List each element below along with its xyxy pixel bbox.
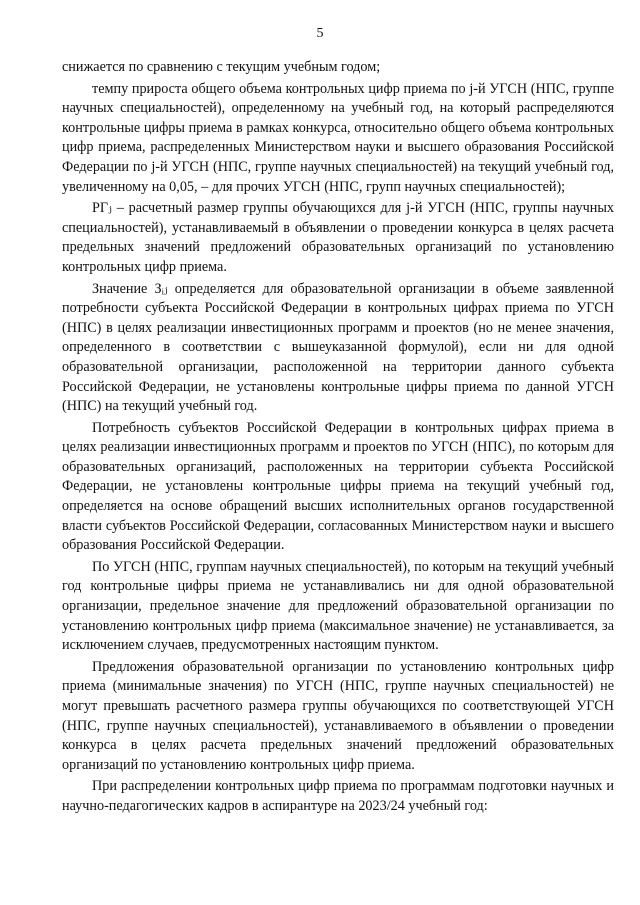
paragraph-growth-rate: темпу прироста общего объема контрольных цифр приема по j-й УГСН (НПС, группе научных специальностей), определенному на учебный год, на который распределяются контрольные цифры приема в рамках конкурса, относительно общего объема контрольных цифр приема, распределенных Министерством науки и высшего образования Российской Федерации по j-й УГСН (НПС, группе научных специальностей) на текущий учебный год, увеличенному на 0,05, – для прочих УГСН (НПС, групп научных специальностей); [62,80,614,195]
document-body [62,58,614,817]
paragraph-no-limit: По УГСН (НПС, группам научных специальностей), по которым на текущий учебный год контрольные цифры приема не устанавливались ни для одной образовательной организации, предельное значение для предложений образовательной организации по установлению контрольных цифр приема (максимальное значение) не устанавливается, за исключением случаев, предусмотренных настоящим пунктом. [62,558,614,654]
paragraph-continuation: снижается по сравнению с текущим учебным годом; [62,59,381,75]
page-number: 5 [316,26,324,41]
paragraph-group-size: РГⱼ – расчетный размер группы обучающихся для j-й УГСН (НПС, группы научных специальностей), устанавливаемый в объявлении о проведении конкурса в целях расчета предельных значений предложений образовательных организаций по установлению контрольных цифр приема. [62,200,614,275]
paragraph-minimum-values: Предложения образовательной организации по установлению контрольных цифр приема (минимальные значения) по УГСН (НПС, группе научных специальностей) не могут превышать расчетного размера группы обучающихся по соответствующей УГСН (НПС, группе научных специальностей), устанавливаемого в объявлении о проведении конкурса в целях расчета предельных значений предложений образовательных организаций по установлению контрольных цифр приема. [62,658,614,773]
paragraph-z-value: Значение Зᵢⱼ определяется для образовательной организации в объеме заявленной потребности субъекта Российской Федерации в контрольных цифрах приема по УГСН (НПС) в целях реализации инвестиционных программ и проектов (но не менее значения, определенного в соответствии с вышеуказанной формулой), если ни для одной образовательной организации, расположенной на территории данного субъекта Российской Федерации, не установлены контрольные цифры приема по данной УГСН (НПС) на текущий учебный год. [62,280,614,415]
paragraph-regional-demand: Потребность субъектов Российской Федерации в контрольных цифрах приема в целях реализации инвестиционных программ и проектов по УГСН (НПС), по которым для образовательных организаций, расположенных на территории субъекта Российской Федерации, не установлены контрольные цифры приема на текущий учебный год, определяется на основе обращений высших исполнительных органов государственной власти субъектов Российской Федерации, согласованных Министерством науки и высшего образования Российской Федерации. [62,419,614,554]
paragraph-aspirantura: При распределении контрольных цифр приема по программам подготовки научных и научно-педагогических кадров в аспирантуре на 2023/24 учебный год: [62,778,614,814]
